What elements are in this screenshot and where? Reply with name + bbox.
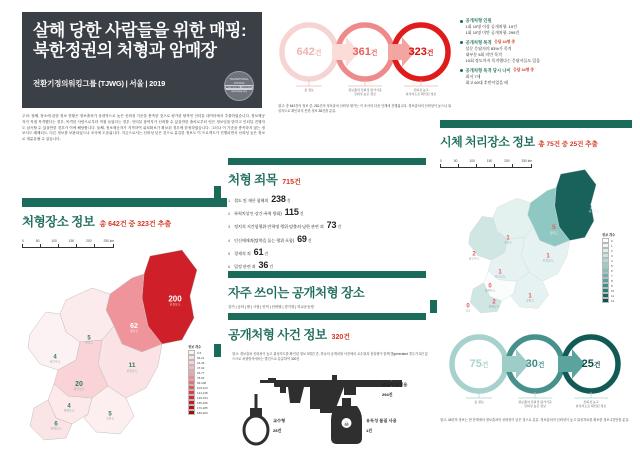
bullet-dot-icon — [460, 20, 463, 23]
legend-item: 11 — [602, 293, 615, 298]
crimes-list — [228, 194, 426, 270]
province-label-kangwon: 1 강원도 — [525, 293, 535, 303]
logo-band-text: WORKING GROUP — [225, 84, 253, 89]
legend-item: 7 — [602, 273, 615, 278]
method-caption-noose — [273, 418, 285, 435]
bullet-head-text: 공개처형 목격 — [465, 39, 492, 45]
funnel-bottom-value-2: 30건 — [525, 358, 545, 370]
method-value: 1건 — [366, 428, 373, 433]
province-label-hamgyongbukdo: 200 함경북도 — [168, 294, 182, 307]
legend-swatch — [188, 360, 195, 364]
map-scalebar-right — [440, 159, 532, 168]
legend-item: 1 — [602, 243, 615, 248]
title-line-2: 북한정권의 처형과 암매장 — [33, 41, 217, 61]
legend-swatch — [188, 405, 195, 409]
crime-label: 인신매매죄(탈북을 돕는 행위 포함) — [234, 237, 295, 243]
crime-item — [228, 194, 426, 204]
legend-item: 10 — [602, 288, 615, 293]
legend-swatch — [602, 243, 609, 247]
funnel-top — [276, 18, 454, 88]
section-divider-bar — [440, 120, 632, 128]
crime-index: 1 — [228, 199, 230, 203]
legend-item: 170-185 — [188, 405, 208, 410]
funnel-bottom-caption-2: 정보출처 신뢰성 평가기준 신뢰성 높은 정보 — [518, 400, 552, 409]
scalebar-ticks: 0 50 100 150 200 250 km — [440, 159, 532, 163]
legend-swatch — [602, 288, 609, 292]
province-label-jagang: 5 자강도 — [84, 335, 94, 345]
legend-item: 6 — [602, 268, 615, 273]
bullet-line: 설문 응답자의 83%가 목격 — [465, 45, 512, 51]
legend-swatch — [602, 298, 609, 302]
bullet-line: 최저 7세 — [465, 73, 481, 79]
legend-item: 93-108 — [188, 380, 208, 385]
map-legend-right — [602, 232, 615, 303]
method-caption-poison — [366, 418, 397, 435]
legend-swatch — [188, 375, 195, 379]
body-disposal-header — [440, 133, 632, 150]
method-label: 교수형 — [273, 418, 286, 423]
common-places-title: 자주 쓰이는 공개처형 장소 — [228, 286, 365, 300]
bullet-line: 10회 정도까지 목격했다는 응답자들도 있음 — [465, 58, 541, 64]
logo-top-text: TRANSITIONAL JUSTICE — [229, 78, 249, 85]
legend-item: 4 — [602, 258, 615, 263]
funnel-top-value-1: 642건 — [296, 46, 322, 58]
common-places-list: 강가 | 공터 | 밭 | 시장 | 언덕 | 산비탈 | 경기장 | 학교운동장 — [228, 305, 314, 309]
legend-item: 2 — [602, 248, 615, 253]
byline: 전환기정의워킹그룹 (TJWG) | 서울 | 2019 — [33, 79, 166, 89]
crime-index: 6 — [228, 264, 230, 269]
method-caption-rifle — [382, 382, 407, 399]
noose-icon — [244, 394, 268, 444]
legend-swatch — [602, 278, 609, 282]
funnel-top-note: 참고: 총 642건의 정보 중, 281건의 정보출처 신뢰성 평가는 이 조사의 다음 단계에 진행됩니다. 정보출처의 신뢰성이 높으나 위성지도로 확인되지 못한 정보 38건을 분류. — [278, 104, 452, 114]
bullet-panel — [460, 18, 630, 90]
legend-swatch — [188, 380, 195, 384]
legend-item: 06-21 — [188, 355, 208, 360]
accent-tab — [430, 300, 437, 313]
intro-note: 주의: 첫째, 장소에 관한 정보 현황은 정보출처가 상대적으로 높은 신뢰성 기준을 충족한 것으로 평가한 탈북민 인터뷰 데이터에서 추출하였습니다. 정보제공자가 직접 목격했다는 경우, 목격한 사람으로부터 직접 들었다는 경우, 인터뷰 참여자가 신뢰할 수 있을만한 출처로부터 얻은 정보임을 밝히고 인터뷰 진행자도 납득할 수 있을만한 경우가 이에 해당합니다. 둘째, 정보제공자가 지적하여 위치확보가 확보된 경우에 한정하였습니다. 그러나 이 기준을 충족하지 않는 정보서도 배제되도, 다른 정보를 보완되었으나 조사에 도움됩니다. 지금으로서는 신뢰성 낮은 것으로 분류한 정보도 이 프로젝트가 진행되면서 신뢰성 높은 정보로 재분류될 수 있습니다. — [22, 114, 265, 142]
crime-value: 61 — [253, 246, 264, 257]
legend-item: 124-138 — [188, 390, 208, 395]
legend-item: 22-46 — [188, 360, 208, 365]
section-divider-bar — [228, 313, 426, 320]
crime-value: 36 — [258, 259, 269, 270]
funnel-bottom-note: 참고: 45건의 정보는 현 단계에서 정보출처의 신뢰성이 낮은 것으로 분류. 정보출처의 신뢰성이 높고 위성자료를 확보한 정보 2건만을 분류. — [440, 418, 630, 422]
legend-item: 3 — [602, 253, 615, 258]
execution-place-count: 총 642건 중 323건 추출 — [99, 221, 172, 228]
method-label: 총살부대 이용 — [382, 382, 408, 387]
bullet-group-age — [460, 68, 630, 86]
bullet-line: 1회 10명 이상 공개처형: 19건 — [465, 24, 517, 29]
legend-swatch — [188, 370, 195, 374]
page-title: 처형장소 정보 — [22, 215, 95, 229]
crime-unit: 건 — [286, 198, 291, 203]
province-label-kangwon: 5 강원도 — [105, 411, 115, 421]
legend-swatch — [602, 283, 609, 287]
crime-label: 경제적 죄 — [234, 250, 251, 256]
province-label-nampo: 0 남포 — [465, 303, 471, 313]
funnel-bottom-value-3: 25건 — [581, 358, 601, 370]
crime-index: 5 — [228, 251, 230, 256]
bullet-tag: 응답 44명 중 — [494, 40, 516, 45]
province-label-hamgyongbukdo: 12 함경북도 — [588, 201, 600, 214]
section-divider-bar — [22, 198, 227, 207]
bullet-head-text: 공개처형 인원 — [465, 18, 492, 23]
bullet-line: 1회 10명 미만 공개처형: 299건 — [465, 30, 520, 36]
scalebar-ticks: 0 50 100 150 200 250 km — [22, 239, 114, 243]
map-legend-left — [188, 344, 208, 415]
legend-swatch — [602, 258, 609, 262]
body-disposal-title: 시체 처리장소 정보 — [440, 135, 535, 149]
legend-title: 정보 개수 — [188, 345, 202, 349]
legend-swatch — [188, 385, 195, 389]
legend-swatch — [602, 268, 609, 272]
legend-swatch — [188, 355, 195, 359]
method-label: 유독성 물질 사용 — [366, 418, 397, 423]
execution-methods — [232, 368, 428, 446]
common-places-section — [228, 271, 426, 310]
crime-item — [228, 247, 426, 257]
province-label-pyongannamdo: 1 평안남도 — [494, 269, 506, 279]
crimes-section — [228, 158, 426, 273]
execution-place-header — [22, 212, 227, 230]
crime-index: 2 — [228, 212, 230, 217]
legend-swatch — [188, 350, 195, 354]
funnel-top-caption-2: 정보출처 신뢰성 평가기준 신뢰성 높은 정보 — [348, 88, 382, 97]
crime-value: 69 — [297, 233, 307, 244]
logo-url: www.tjwg.org — [231, 90, 247, 94]
title-block — [22, 12, 262, 108]
legend-item: 63-77 — [188, 370, 208, 375]
bullet-group-witness — [460, 40, 630, 65]
bullet-dot-icon — [460, 41, 463, 44]
province-label-hwanghaenamdo: 2 황해남도 — [488, 299, 500, 309]
funnel-top-caption-1: 총 정보 — [304, 88, 314, 92]
crime-item — [228, 234, 426, 244]
crime-item — [228, 207, 426, 217]
bullet-dot-icon — [460, 69, 463, 72]
public-exec-title: 공개처형 사건 정보 — [228, 328, 327, 342]
public-exec-header — [228, 325, 426, 343]
legend-swatch — [602, 238, 609, 242]
funnel-bottom-caption-3: 신뢰성 높고 위성지도로 확인된 정보 — [575, 400, 607, 409]
tjwg-logo-icon — [224, 71, 254, 101]
province-label-jagang: 1 자강도 — [503, 235, 513, 245]
province-label-pyongannamdo: 20 평안남도 — [73, 380, 85, 391]
province-label-hwanghaebukdo: 4 황해북도 — [63, 403, 75, 413]
crime-label: 절도 및 재산 침해죄 — [234, 198, 269, 203]
legend-item: 186-200 — [188, 410, 208, 415]
crime-value: 238 — [271, 194, 286, 204]
crime-unit: 건 — [264, 250, 269, 256]
legend-item: 78-92 — [188, 375, 208, 380]
bullet-head-text: 공개처형 목격 당시 나이 — [465, 67, 511, 73]
legend-item: 0-5 — [188, 350, 208, 355]
legend-swatch — [602, 263, 609, 267]
bullet-tag: 응답 44명 중 — [513, 68, 535, 73]
crime-unit: 건 — [307, 237, 312, 243]
crime-index: 4 — [228, 238, 230, 243]
public-exec-note: 참고: 정보출처 신뢰성이 높고 위성지도를 확인된 정보 3개건 중, 하나의 공개처형 사건에서 교수형과 총살형이 함께 발generated 경우가 3건 있으므로 처형방식에서는 별건으로 분류하여 320건. — [232, 352, 428, 362]
crimes-title: 처형 죄목 — [228, 173, 278, 187]
legend-swatch — [188, 395, 195, 399]
funnel-top-value-2: 361건 — [352, 46, 378, 58]
execution-method-icons — [232, 368, 428, 446]
crimes-header — [228, 170, 426, 188]
public-exec-count: 320건 — [331, 334, 350, 341]
accent-tab — [214, 186, 221, 199]
bullet-line: 최고 60대 후반이었을 때 — [465, 80, 509, 86]
legend-swatch — [188, 365, 195, 369]
legend-swatch — [188, 390, 195, 394]
public-exec-section — [228, 313, 426, 343]
crime-item — [228, 260, 426, 270]
map-body-disposal-svg[interactable] — [442, 168, 622, 316]
province-label-pyonganbukdo: 2 평안북도 — [468, 251, 480, 261]
legend-swatch — [602, 293, 609, 297]
legend-item: 5 — [602, 263, 615, 268]
crimes-count: 715건 — [282, 179, 301, 186]
legend-swatch — [188, 400, 195, 404]
legend-item: 0 — [602, 238, 615, 243]
body-disposal-section — [440, 120, 632, 168]
section-divider-bar — [228, 158, 426, 165]
map-execution-places-svg[interactable] — [22, 248, 202, 444]
legend-item: 12 — [602, 298, 615, 303]
legend-swatch — [602, 248, 609, 252]
method-value: 25건 — [273, 428, 282, 433]
crime-item — [228, 220, 426, 230]
funnel-bottom — [445, 330, 625, 402]
legend-title: 정보 개수 — [602, 233, 616, 237]
legend-item: 47-62 — [188, 365, 208, 370]
legend-item: 155-169 — [188, 400, 208, 405]
funnel-top-caption-3: 신뢰성 높고 위성지도로 확인된 정보 — [405, 88, 437, 97]
crime-label: 정치적 저간힘행위·반혁명 행위·탈출죄·남한 관련 죄 — [234, 224, 324, 230]
province-label-ryanggang: 62 량강도 — [129, 322, 139, 333]
province-label-hwanghaebukdo: 0 황해북도 — [484, 283, 496, 293]
legend-swatch — [602, 253, 609, 257]
crime-value: 115 — [284, 207, 299, 218]
legend-item: 139-154 — [188, 395, 208, 400]
legend-swatch — [188, 410, 195, 414]
province-label-hwanghaenamdo: 6 황해남도 — [50, 421, 62, 431]
legend-item: 9 — [602, 283, 615, 288]
crime-unit: 건 — [299, 211, 304, 217]
province-label-pyonganbukdo: 4 평안북도 — [49, 354, 61, 364]
funnel-bottom-value-1: 75건 — [469, 358, 489, 370]
crime-index: 3 — [228, 225, 230, 230]
map-scalebar-left — [22, 239, 114, 248]
crime-label: 밀정 관련 죄 — [234, 263, 256, 269]
province-label-hamgyongnamdo: 11 함경남도 — [126, 362, 138, 373]
bullet-line: 대부분 5회 미만 목격 — [465, 52, 502, 58]
crime-label: 폭력치상인·강간·폭력 방화) — [234, 211, 282, 217]
province-label-ryanggang: 5 량강도 — [549, 224, 559, 235]
rifle-icon — [260, 375, 402, 413]
svg-text:☠: ☠ — [343, 422, 350, 428]
crime-value: 73 — [326, 220, 337, 231]
crime-unit: 건 — [337, 224, 342, 230]
funnel-bottom-caption-1: 총 정보 — [474, 400, 484, 404]
section-divider-bar — [228, 271, 426, 278]
title-line-1: 살해 당한 사람들을 위한 매핑: — [33, 21, 247, 40]
map-execution-places[interactable] — [22, 248, 202, 444]
legend-item: 109-123 — [188, 385, 208, 390]
crime-unit: 건 — [269, 263, 273, 269]
accent-tab — [214, 344, 221, 357]
province-label-hamgyongnamdo: 1 함경남도 — [542, 253, 554, 263]
legend-item: 8 — [602, 278, 615, 283]
map-body-disposal[interactable] — [442, 168, 622, 316]
body-disposal-count: 총 75건 중 25건 추출 — [538, 141, 598, 148]
method-value: 294건 — [382, 392, 393, 397]
bullet-group-headcount — [460, 18, 630, 36]
execution-place-section — [22, 198, 227, 248]
funnel-top-value-3: 323건 — [408, 46, 434, 58]
legend-swatch — [602, 273, 609, 277]
